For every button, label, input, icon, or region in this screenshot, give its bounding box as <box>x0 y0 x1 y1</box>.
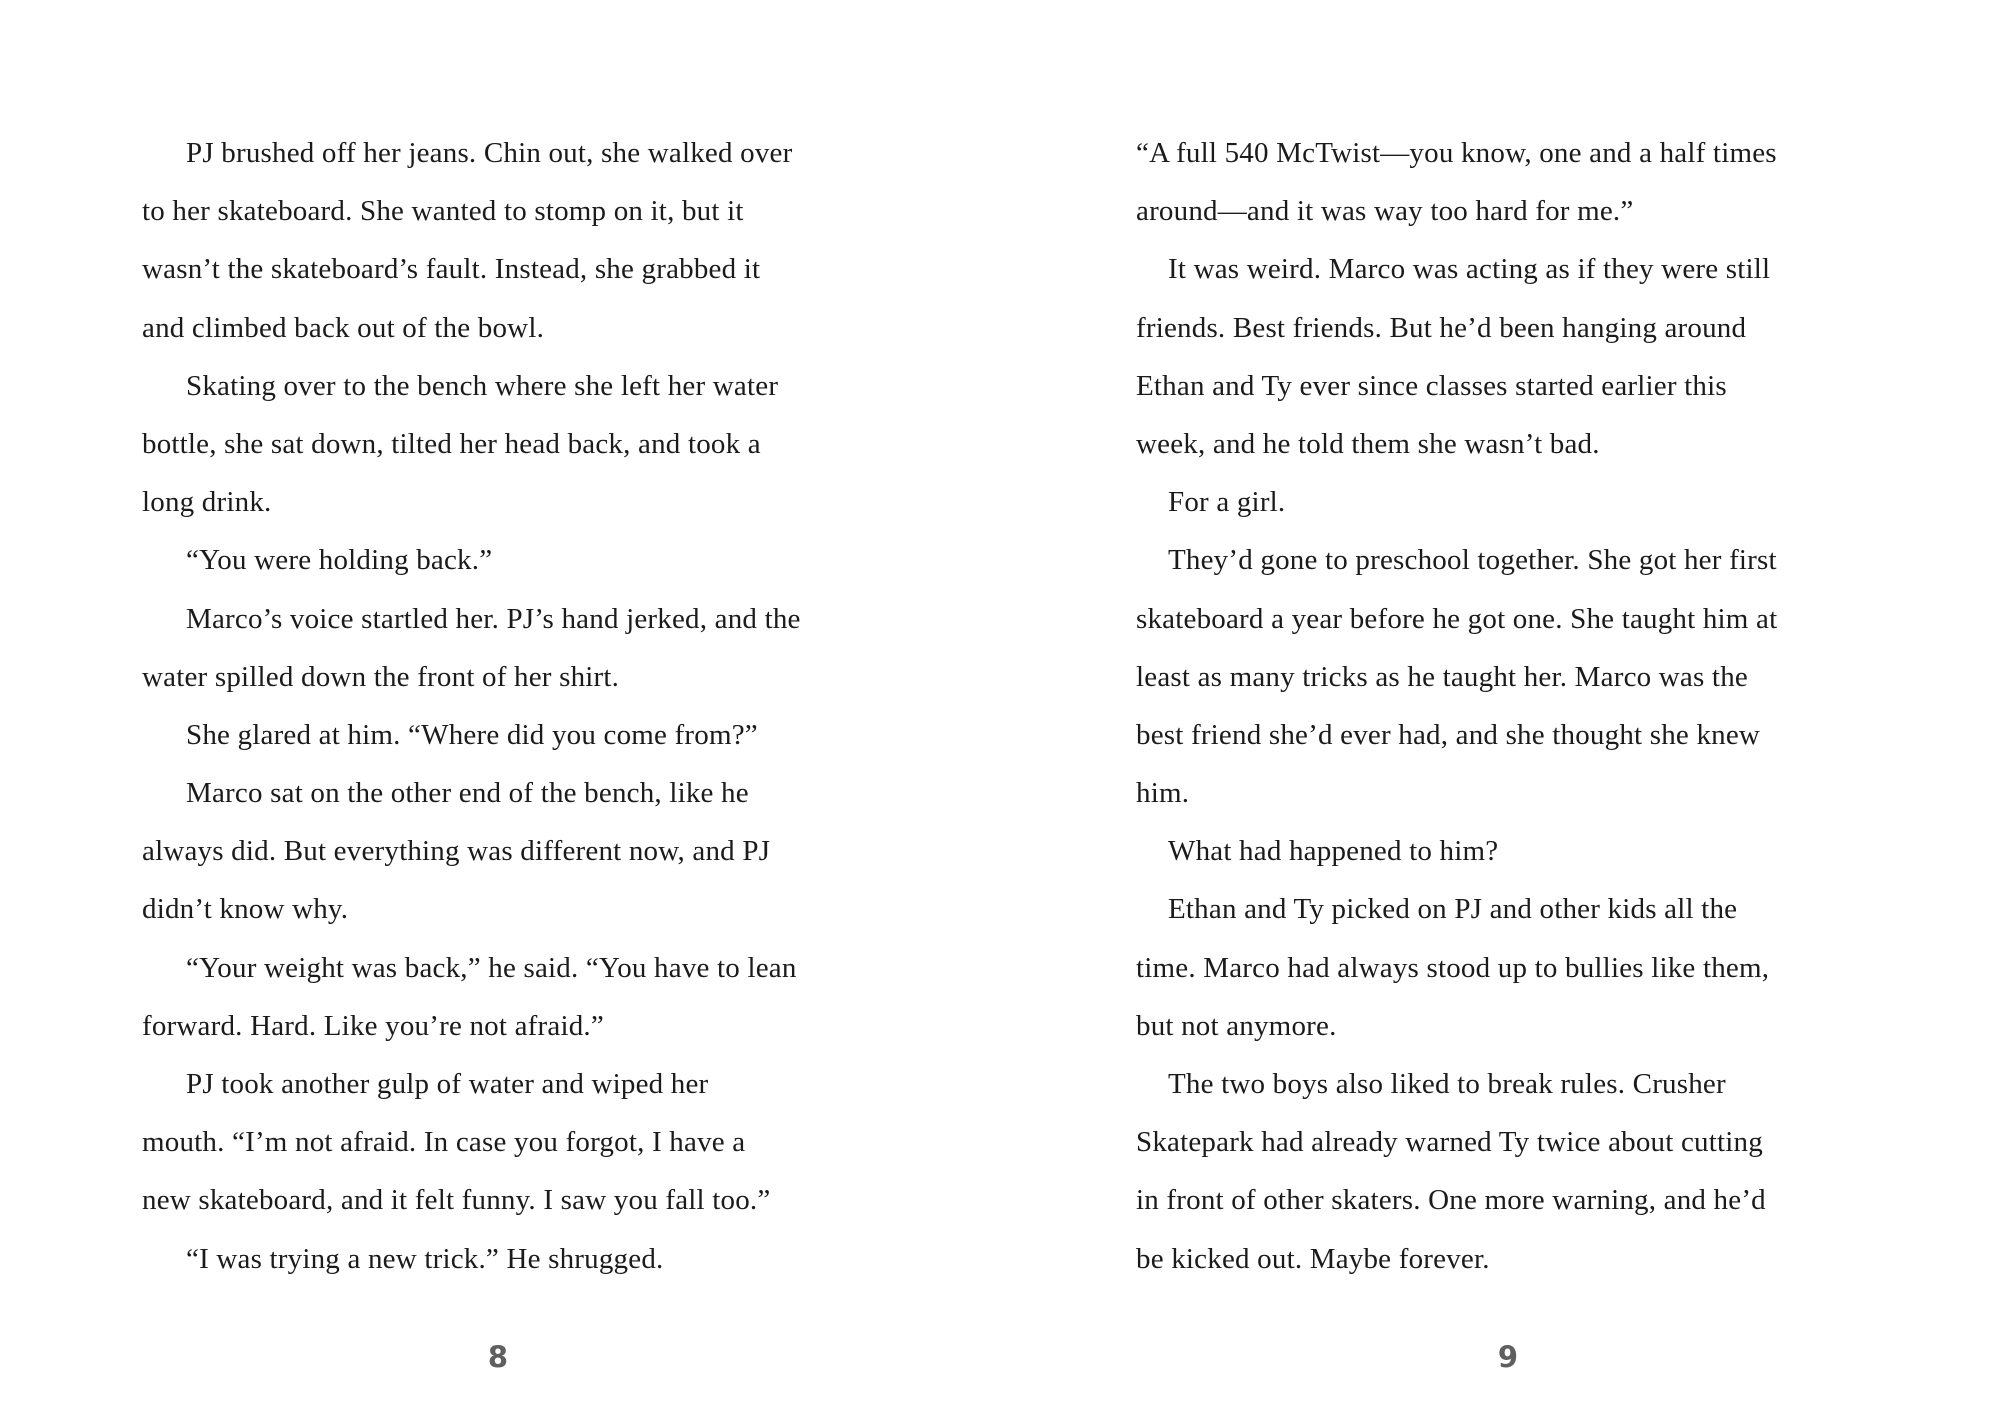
text-line: him. <box>1136 777 1190 810</box>
text-line: week, and he told them she wasn’t bad. <box>1136 427 1600 460</box>
text-line: Marco’s voice startled her. PJ’s hand jerked, and the <box>186 602 801 635</box>
page-number-right: 9 <box>1497 1340 1519 1374</box>
page-right-text <box>1136 124 1896 1288</box>
text-line: long drink. <box>142 486 272 519</box>
text-line: “You were holding back.” <box>186 544 493 577</box>
text-line: new skateboard, and it felt funny. I saw you fall too.” <box>142 1184 771 1217</box>
text-line: Marco sat on the other end of the bench, like he <box>186 777 749 810</box>
text-line: in front of other skaters. One more warning, and he’d <box>1136 1184 1766 1217</box>
text-line: What had happened to him? <box>1168 835 1499 868</box>
text-line: Skatepark had already warned Ty twice about cutting <box>1136 1126 1763 1159</box>
text-line: friends. Best friends. But he’d been hanging around <box>1136 311 1747 344</box>
page-number-left: 8 <box>487 1340 509 1374</box>
text-line: “Your weight was back,” he said. “You have to lean <box>186 951 797 984</box>
text-line: around—and it was way too hard for me.” <box>1136 195 1634 228</box>
text-line: PJ brushed off her jeans. Chin out, she walked over <box>186 137 793 169</box>
text-line: “A full 540 McTwist—you know, one and a half times <box>1136 137 1777 169</box>
text-line: Ethan and Ty ever since classes started earlier this <box>1136 369 1727 402</box>
text-line: but not anymore. <box>1136 1009 1337 1042</box>
text-line: “I was trying a new trick.” He shrugged. <box>186 1242 664 1275</box>
text-line: PJ took another gulp of water and wiped her <box>186 1068 709 1100</box>
text-line: least as many tricks as he taught her. Marco was the <box>1136 660 1748 693</box>
text-line: bottle, she sat down, tilted her head back, and took a <box>142 427 761 460</box>
text-line: be kicked out. Maybe forever. <box>1136 1242 1490 1275</box>
text-line: mouth. “I’m not afraid. In case you forgot, I have a <box>142 1126 746 1159</box>
page-left-text <box>142 124 902 1288</box>
text-line: Skating over to the bench where she left her water <box>186 369 779 402</box>
text-line: best friend she’d ever had, and she thought she knew <box>1136 718 1761 751</box>
text-line: The two boys also liked to break rules. Crusher <box>1168 1068 1726 1100</box>
text-line: didn’t know why. <box>142 893 349 926</box>
text-line: Ethan and Ty picked on PJ and other kids all the <box>1168 893 1738 926</box>
text-line: She glared at him. “Where did you come from?” <box>186 718 758 751</box>
text-line: water spilled down the front of her shirt. <box>142 660 620 693</box>
text-line: to her skateboard. She wanted to stomp on it, but it <box>142 195 744 228</box>
text-line: For a girl. <box>1168 486 1286 519</box>
text-line: time. Marco had always stood up to bullies like them, <box>1136 951 1770 984</box>
text-line: forward. Hard. Like you’re not afraid.” <box>142 1009 604 1042</box>
text-line: always did. But everything was different now, and PJ <box>142 835 771 868</box>
text-line: It was weird. Marco was acting as if they were still <box>1168 253 1771 286</box>
text-line: skateboard a year before he got one. She taught him at <box>1136 602 1778 635</box>
text-line: wasn’t the skateboard’s fault. Instead, she grabbed it <box>142 253 761 286</box>
text-line: and climbed back out of the bowl. <box>142 311 545 344</box>
text-line: They’d gone to preschool together. She got her first <box>1168 544 1777 577</box>
